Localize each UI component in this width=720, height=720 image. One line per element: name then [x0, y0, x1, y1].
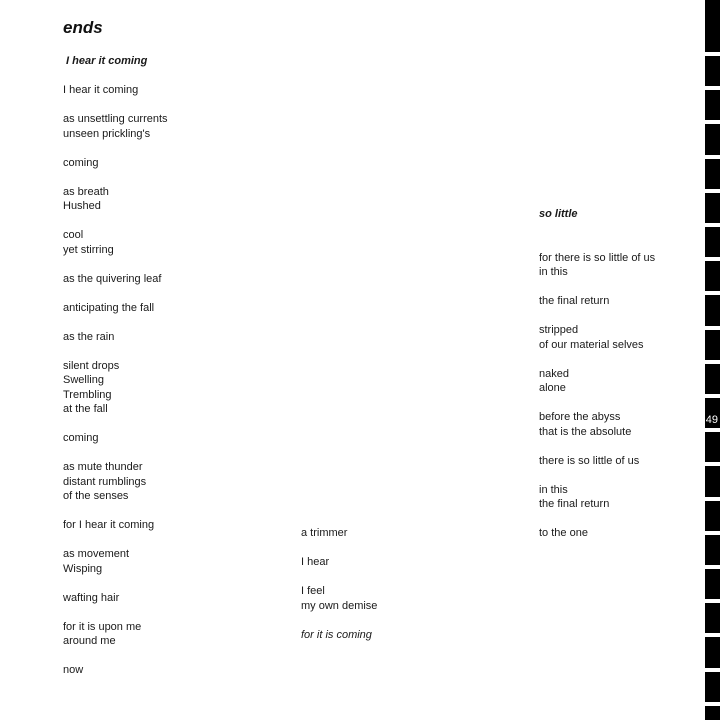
poem-line: unseen prickling's — [63, 127, 151, 140]
poem-line: distant rumblings — [63, 475, 147, 488]
poem-line: for it is upon me — [63, 620, 142, 633]
poem-line: coming — [63, 156, 99, 169]
poem-line: stripped — [539, 324, 579, 336]
poem-line: Hushed — [63, 200, 101, 212]
poem-line: yet stirring — [63, 243, 114, 256]
poem-line: wafting hair — [63, 591, 120, 604]
page-edge-bar — [705, 0, 720, 720]
poem-line: as the quivering leaf — [63, 272, 162, 285]
poem-line: cool — [63, 229, 84, 241]
poem-line: in this — [539, 483, 568, 496]
poem-line: Swelling — [63, 374, 104, 386]
poem-column-1 — [63, 54, 168, 692]
poem-heading: I hear it coming — [63, 55, 148, 67]
poem-line: coming — [63, 432, 99, 444]
poem-line: for I hear it coming — [63, 519, 155, 531]
poem-line: Wisping — [63, 562, 103, 575]
poem-line: around me — [63, 635, 116, 647]
stanza-list — [301, 526, 377, 628]
poem-line: in this — [539, 266, 568, 278]
poem-line: as movement — [63, 548, 130, 560]
poem-line: now — [63, 664, 84, 676]
page-title: ends — [63, 18, 103, 37]
poem-column-2 — [301, 526, 377, 642]
stanza-list — [539, 251, 655, 556]
poem-line: the final return — [539, 295, 610, 307]
poem-line: to the one — [539, 527, 588, 539]
poem-line: of our material selves — [539, 338, 644, 351]
poem-line: alone — [539, 382, 566, 394]
poem-line: for there is so little of us — [539, 251, 656, 264]
poem-line: as breath — [63, 185, 109, 198]
poem-line: there is so little of us — [539, 454, 640, 467]
poem-line: I hear it coming — [63, 84, 139, 96]
poem-line: the final return — [539, 498, 610, 510]
poem-line: as unsettling currents — [63, 113, 168, 125]
poem-line: as mute thunder — [63, 461, 143, 473]
poem-line: anticipating the fall — [63, 301, 155, 314]
poem-line: my own demise — [301, 599, 378, 612]
page-number: 49 — [705, 414, 718, 426]
poem-line: I feel — [301, 585, 325, 597]
closing-line: for it is coming — [301, 628, 372, 641]
poem-line: that is the absolute — [539, 425, 632, 438]
poem-line: a trimmer — [301, 527, 348, 539]
stanza-list — [63, 83, 168, 692]
poem-line: at the fall — [63, 403, 108, 415]
poem-line: I hear — [301, 556, 330, 568]
poem-line: of the senses — [63, 490, 129, 502]
poem-line: before the abyss — [539, 411, 621, 423]
poem-line: naked — [539, 367, 569, 380]
poem-line: Trembling — [63, 388, 112, 401]
poem-heading: so little — [539, 208, 578, 220]
poem-line: silent drops — [63, 359, 120, 372]
poem-column-3 — [539, 207, 655, 555]
poem-line: as the rain — [63, 330, 115, 343]
